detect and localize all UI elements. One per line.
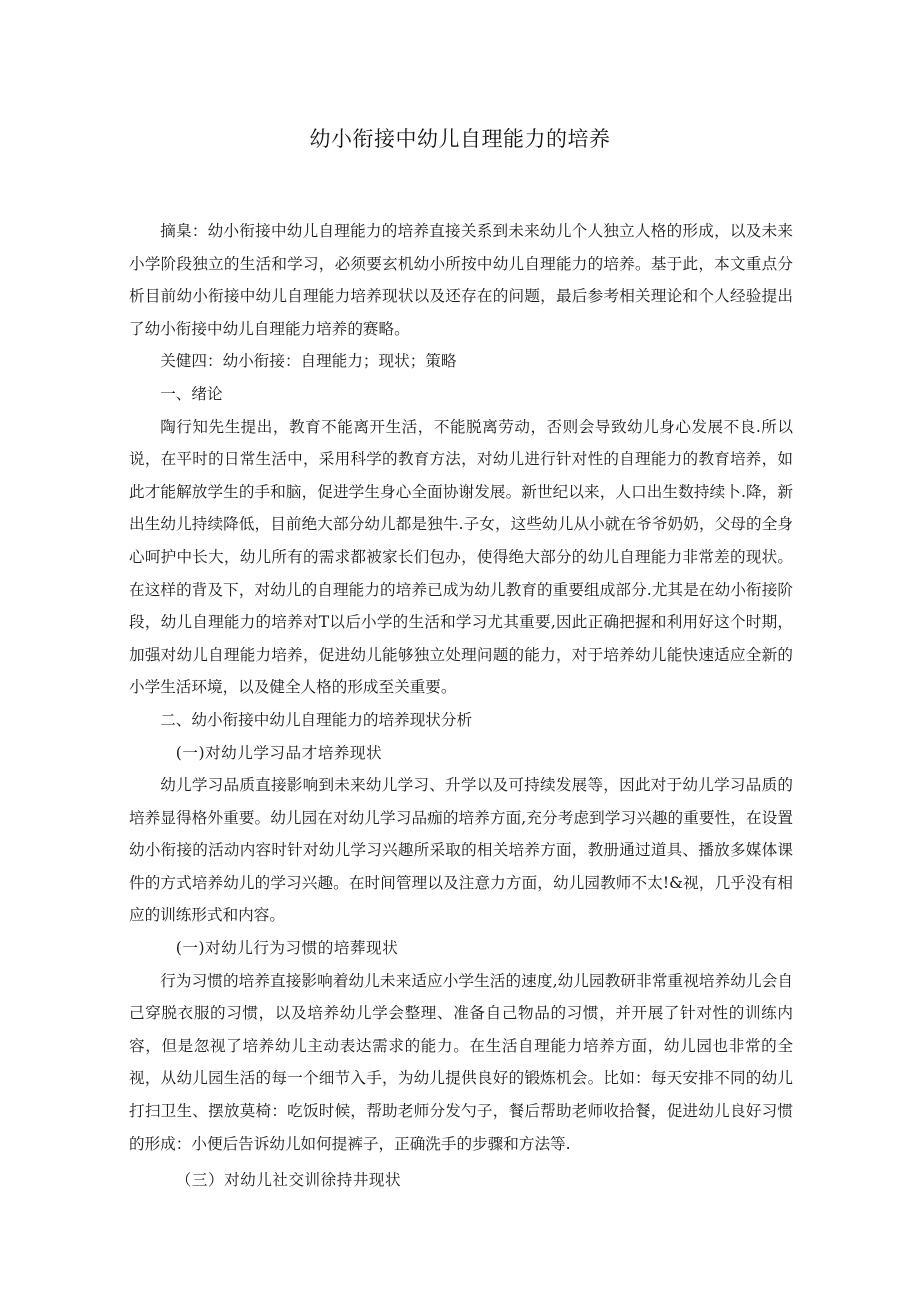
section-heading-analysis: 二、幼小衔接中幼儿自理能力的培养现状分析	[160, 710, 473, 729]
subsection-heading-social: （三）对幼儿社交训徐持井现状	[175, 1171, 402, 1190]
abstract-paragraph: 摘臬：幼小衔接中幼儿自理能力的培养直接关系到未来幼儿个人独立人格的形成，以及未来小学阶段独立的生活和学习，必须要玄机幼小所按中幼儿自理能力的培养。基于此，本文重点分析目前幼小衔接中幼儿自理能力培养现状以及还存在的问题，最后参考相关理论和个人经验提出了幼小衔接中幼儿自理能力培养的赛略。	[129, 222, 793, 338]
document-body	[129, 215, 793, 1197]
body-paragraph-learning: 幼儿学习品质直接影响到未来幼儿学习、升学以及可持续发展等，因此对于幼儿学习品质的培养显得格外重要。幼儿园在对幼儿学习品痂的培养方面,充分考虑到学习兴趣的重要性，在设置幼小衔接的活动内容时针对幼儿学习兴趣所采取的相关培养方面，教册通过道具、播放多媒体课件的方式培养幼儿的学习兴趣。在时间管理以及注意力方面，幼儿园教师不太!&视，几乎没有相应的训练形式和内容。	[129, 776, 793, 925]
body-paragraph-intro: 陶行知先生提出，教育不能离开生活，不能脱离劳动，否则会导致幼儿身心发展不良.所以说，在平时的日常生活中，采用科学的教育方法，对幼儿进行针对性的自理能力的教育培养，如此才能解放学生的手和脑，促进学生身心全面协谢发展。新世纪以来，人口出生数持续卜.降，新出生幼儿持续降低，目前绝大部分幼儿都是独牛.子女，这些幼儿从小就在爷爷奶奶，父母的全身心呵护中长大，幼儿所有的需求都被家长们包办，使得绝大部分的幼儿自理能力非常差的现状。在这样的背及下，对幼儿的自理能力的培养已成为幼儿教育的重要组成部分.尤其是在幼小衔接阶段，幼儿自理能力的培养对T以后小学的生活和学习尤其重要,因此正确把握和利用好这个时期，加强对幼儿自理能力培养，促进幼儿能够独立处理问题的能力，对于培养幼儿能快速适应全新的小学生活环境，以及健全人格的形成至关重要。	[129, 417, 793, 697]
body-paragraph-behavior: 行为习惯的培养直接影响着幼儿未来适应小学生活的速度,幼儿园教研非常重视培养幼儿会自己穿脱衣服的习惯，以及培养幼儿学会整理、准备自己物品的习惯，并开展了针对性的训练内容，但是忽视了培养幼儿主动表达需求的能力。在生活自理能力培养方面，幼儿园也非常的全视，从幼儿园生活的每一个细节入手，为幼儿提供良好的锻炼机会。比如：每天安排不同的幼儿打扫卫生、摆放莫椅：吃饭时候，帮助老师分发勺子，餐后帮助老师收拾餐，促进幼儿良好习惯的形成：小便后告诉幼儿如何提裤子，正确洗手的步骤和方法等.	[129, 971, 793, 1153]
subsection-heading-learning: (一)对幼儿学习品才培养现状	[175, 743, 383, 762]
section-heading-intro: 一、绪论	[160, 384, 223, 403]
page-title: 幼小衔接中幼儿自理能力的培养	[309, 127, 611, 151]
keywords-line: 关健四：幼小衔接：自理能力；现状；策略	[160, 352, 457, 371]
subsection-heading-behavior: (一)对幼儿行为习惯的培葬现状	[175, 939, 399, 958]
